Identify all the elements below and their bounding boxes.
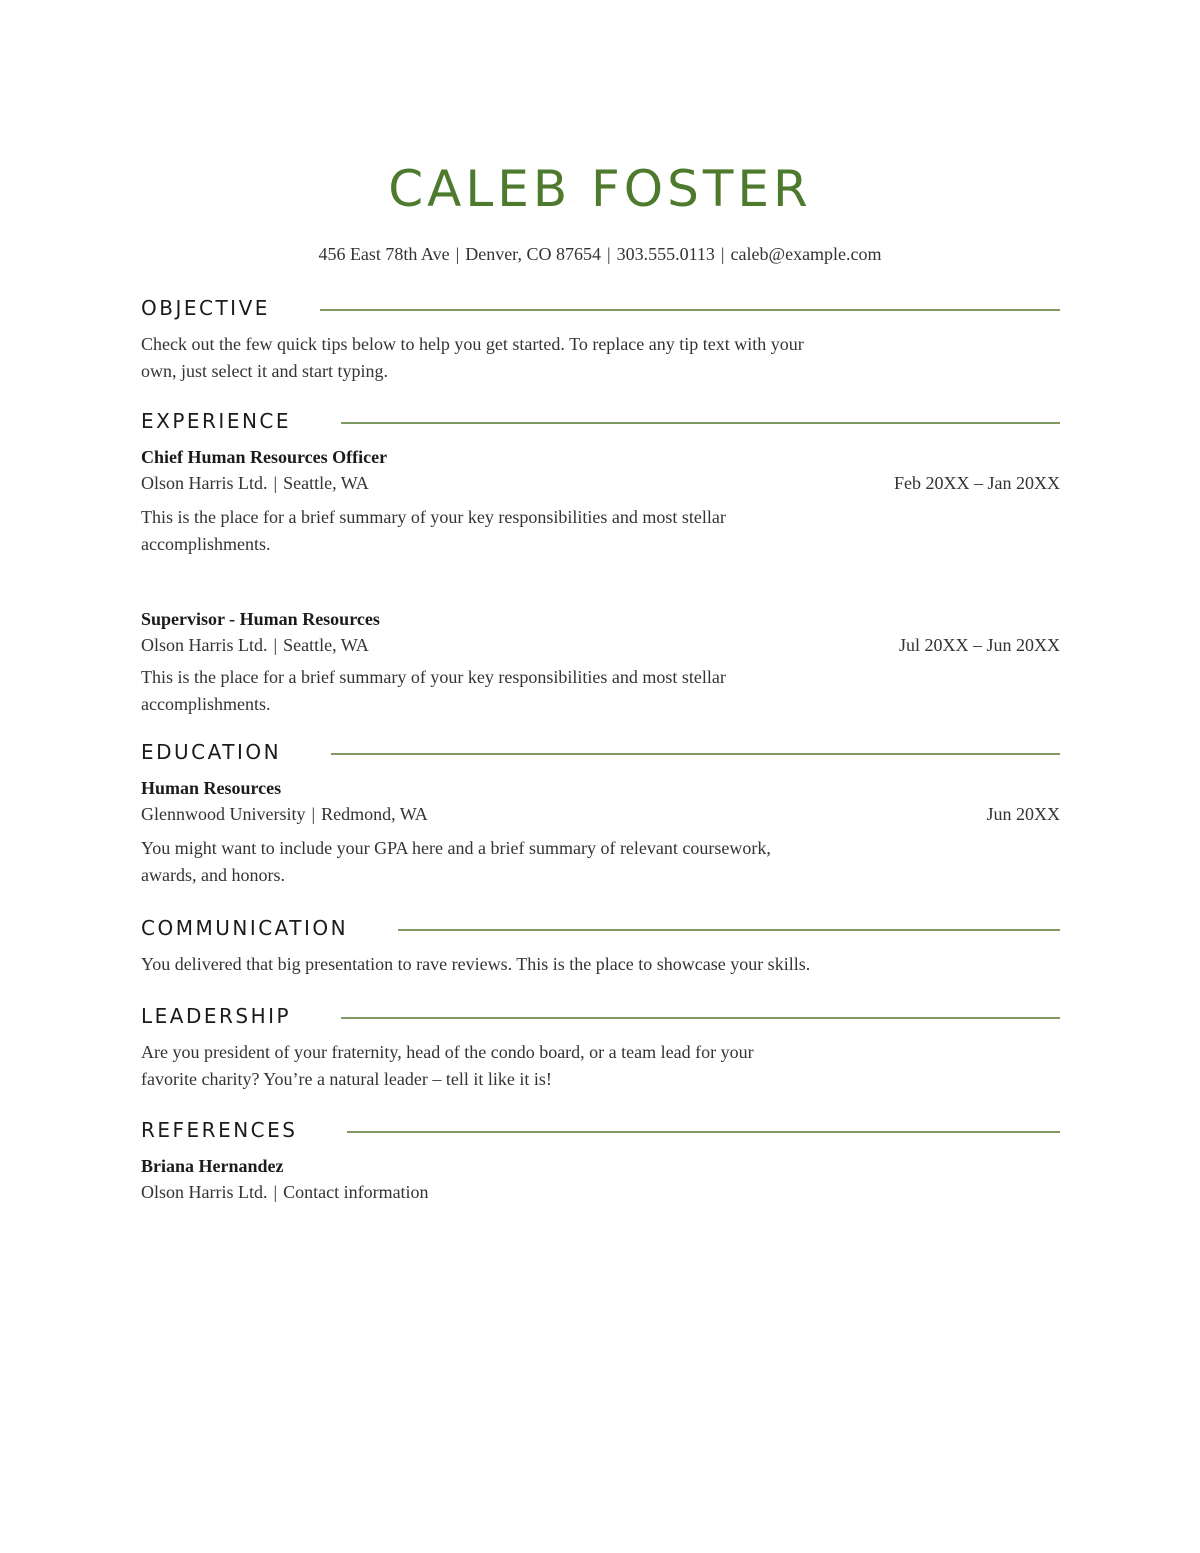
text-line: This is the place for a brief summary of your key responsibilities and most stellar (141, 667, 726, 687)
separator: | (273, 473, 278, 493)
section-divider (320, 309, 1060, 311)
text-line: You might want to include your GPA here and a brief summary of relevant coursework, (141, 838, 771, 858)
objective-text (141, 331, 851, 385)
education-date: Jun 20XX (986, 804, 1060, 824)
leadership-text (141, 1039, 851, 1093)
job-meta (141, 470, 1060, 496)
section-divider (331, 753, 1060, 755)
text-line: Check out the few quick tips below to help you get started. To replace any tip text with your (141, 334, 804, 354)
job-entry (141, 606, 1060, 718)
reference-entry (141, 1153, 1060, 1205)
education-meta (141, 801, 1060, 827)
section-title-objective: OBJECTIVE (141, 296, 270, 320)
education-entry (141, 775, 1060, 889)
text-line: Are you president of your fraternity, head of the condo board, or a team lead for your (141, 1042, 754, 1062)
separator: | (273, 1182, 278, 1202)
section-header (141, 913, 1060, 943)
separator: | (311, 804, 316, 824)
education-summary (141, 835, 851, 889)
education-school-location (141, 801, 428, 827)
contact-phone: 303.555.0113 (616, 244, 715, 264)
section-header (141, 293, 1060, 323)
contact-city: Denver, CO 87654 (465, 244, 601, 264)
text-line: own, just select it and start typing. (141, 361, 388, 381)
contact-email: caleb@example.com (730, 244, 882, 264)
text-line: This is the place for a brief summary of your key responsibilities and most stellar (141, 507, 726, 527)
education-degree: Human Resources (141, 778, 282, 798)
job-company-location (141, 470, 369, 496)
contact-line (0, 244, 1200, 265)
job-company-location (141, 632, 369, 658)
leadership-section (141, 1001, 1060, 1093)
section-title-experience: EXPERIENCE (141, 409, 292, 433)
job-company: Olson Harris Ltd. (141, 473, 268, 493)
objective-section (141, 293, 1060, 385)
separator: | (455, 244, 460, 264)
experience-section (141, 406, 1060, 718)
text-line: accomplishments. (141, 694, 271, 714)
separator: | (720, 244, 725, 264)
contact-address: 456 East 78th Ave (318, 244, 450, 264)
text-line: awards, and honors. (141, 865, 285, 885)
section-header (141, 406, 1060, 436)
communication-text: You delivered that big presentation to rave reviews. This is the place to showcase your skills. (141, 954, 811, 974)
section-title-references: REFERENCES (141, 1118, 298, 1142)
job-company: Olson Harris Ltd. (141, 635, 268, 655)
education-school: Glennwood University (141, 804, 306, 824)
education-section (141, 737, 1060, 889)
job-location: Seattle, WA (283, 635, 369, 655)
section-title-leadership: LEADERSHIP (141, 1004, 292, 1028)
communication-section (141, 913, 1060, 978)
job-dates: Jul 20XX – Jun 20XX (898, 635, 1060, 655)
text-line: accomplishments. (141, 534, 271, 554)
job-role: Supervisor - Human Resources (141, 609, 380, 629)
reference-company: Olson Harris Ltd. (141, 1182, 268, 1202)
job-summary (141, 664, 851, 718)
section-title-education: EDUCATION (141, 740, 282, 764)
section-header (141, 1115, 1060, 1145)
job-location: Seattle, WA (283, 473, 369, 493)
separator: | (273, 635, 278, 655)
section-header (141, 737, 1060, 767)
job-role: Chief Human Resources Officer (141, 447, 388, 467)
education-location: Redmond, WA (321, 804, 428, 824)
section-title-communication: COMMUNICATION (141, 916, 349, 940)
section-divider (347, 1131, 1060, 1133)
section-divider (341, 422, 1060, 424)
job-meta (141, 632, 1060, 658)
separator: | (606, 244, 611, 264)
text-line: favorite charity? You’re a natural leader – tell it like it is! (141, 1069, 552, 1089)
candidate-name: CALEB FOSTER (388, 160, 812, 218)
job-entry (141, 444, 1060, 558)
reference-meta (141, 1179, 1060, 1205)
reference-contact: Contact information (283, 1182, 429, 1202)
section-divider (341, 1017, 1060, 1019)
references-section (141, 1115, 1060, 1205)
section-divider (398, 929, 1060, 931)
reference-name: Briana Hernandez (141, 1156, 284, 1176)
section-header (141, 1001, 1060, 1031)
job-summary (141, 504, 851, 558)
job-dates: Feb 20XX – Jan 20XX (894, 473, 1060, 493)
